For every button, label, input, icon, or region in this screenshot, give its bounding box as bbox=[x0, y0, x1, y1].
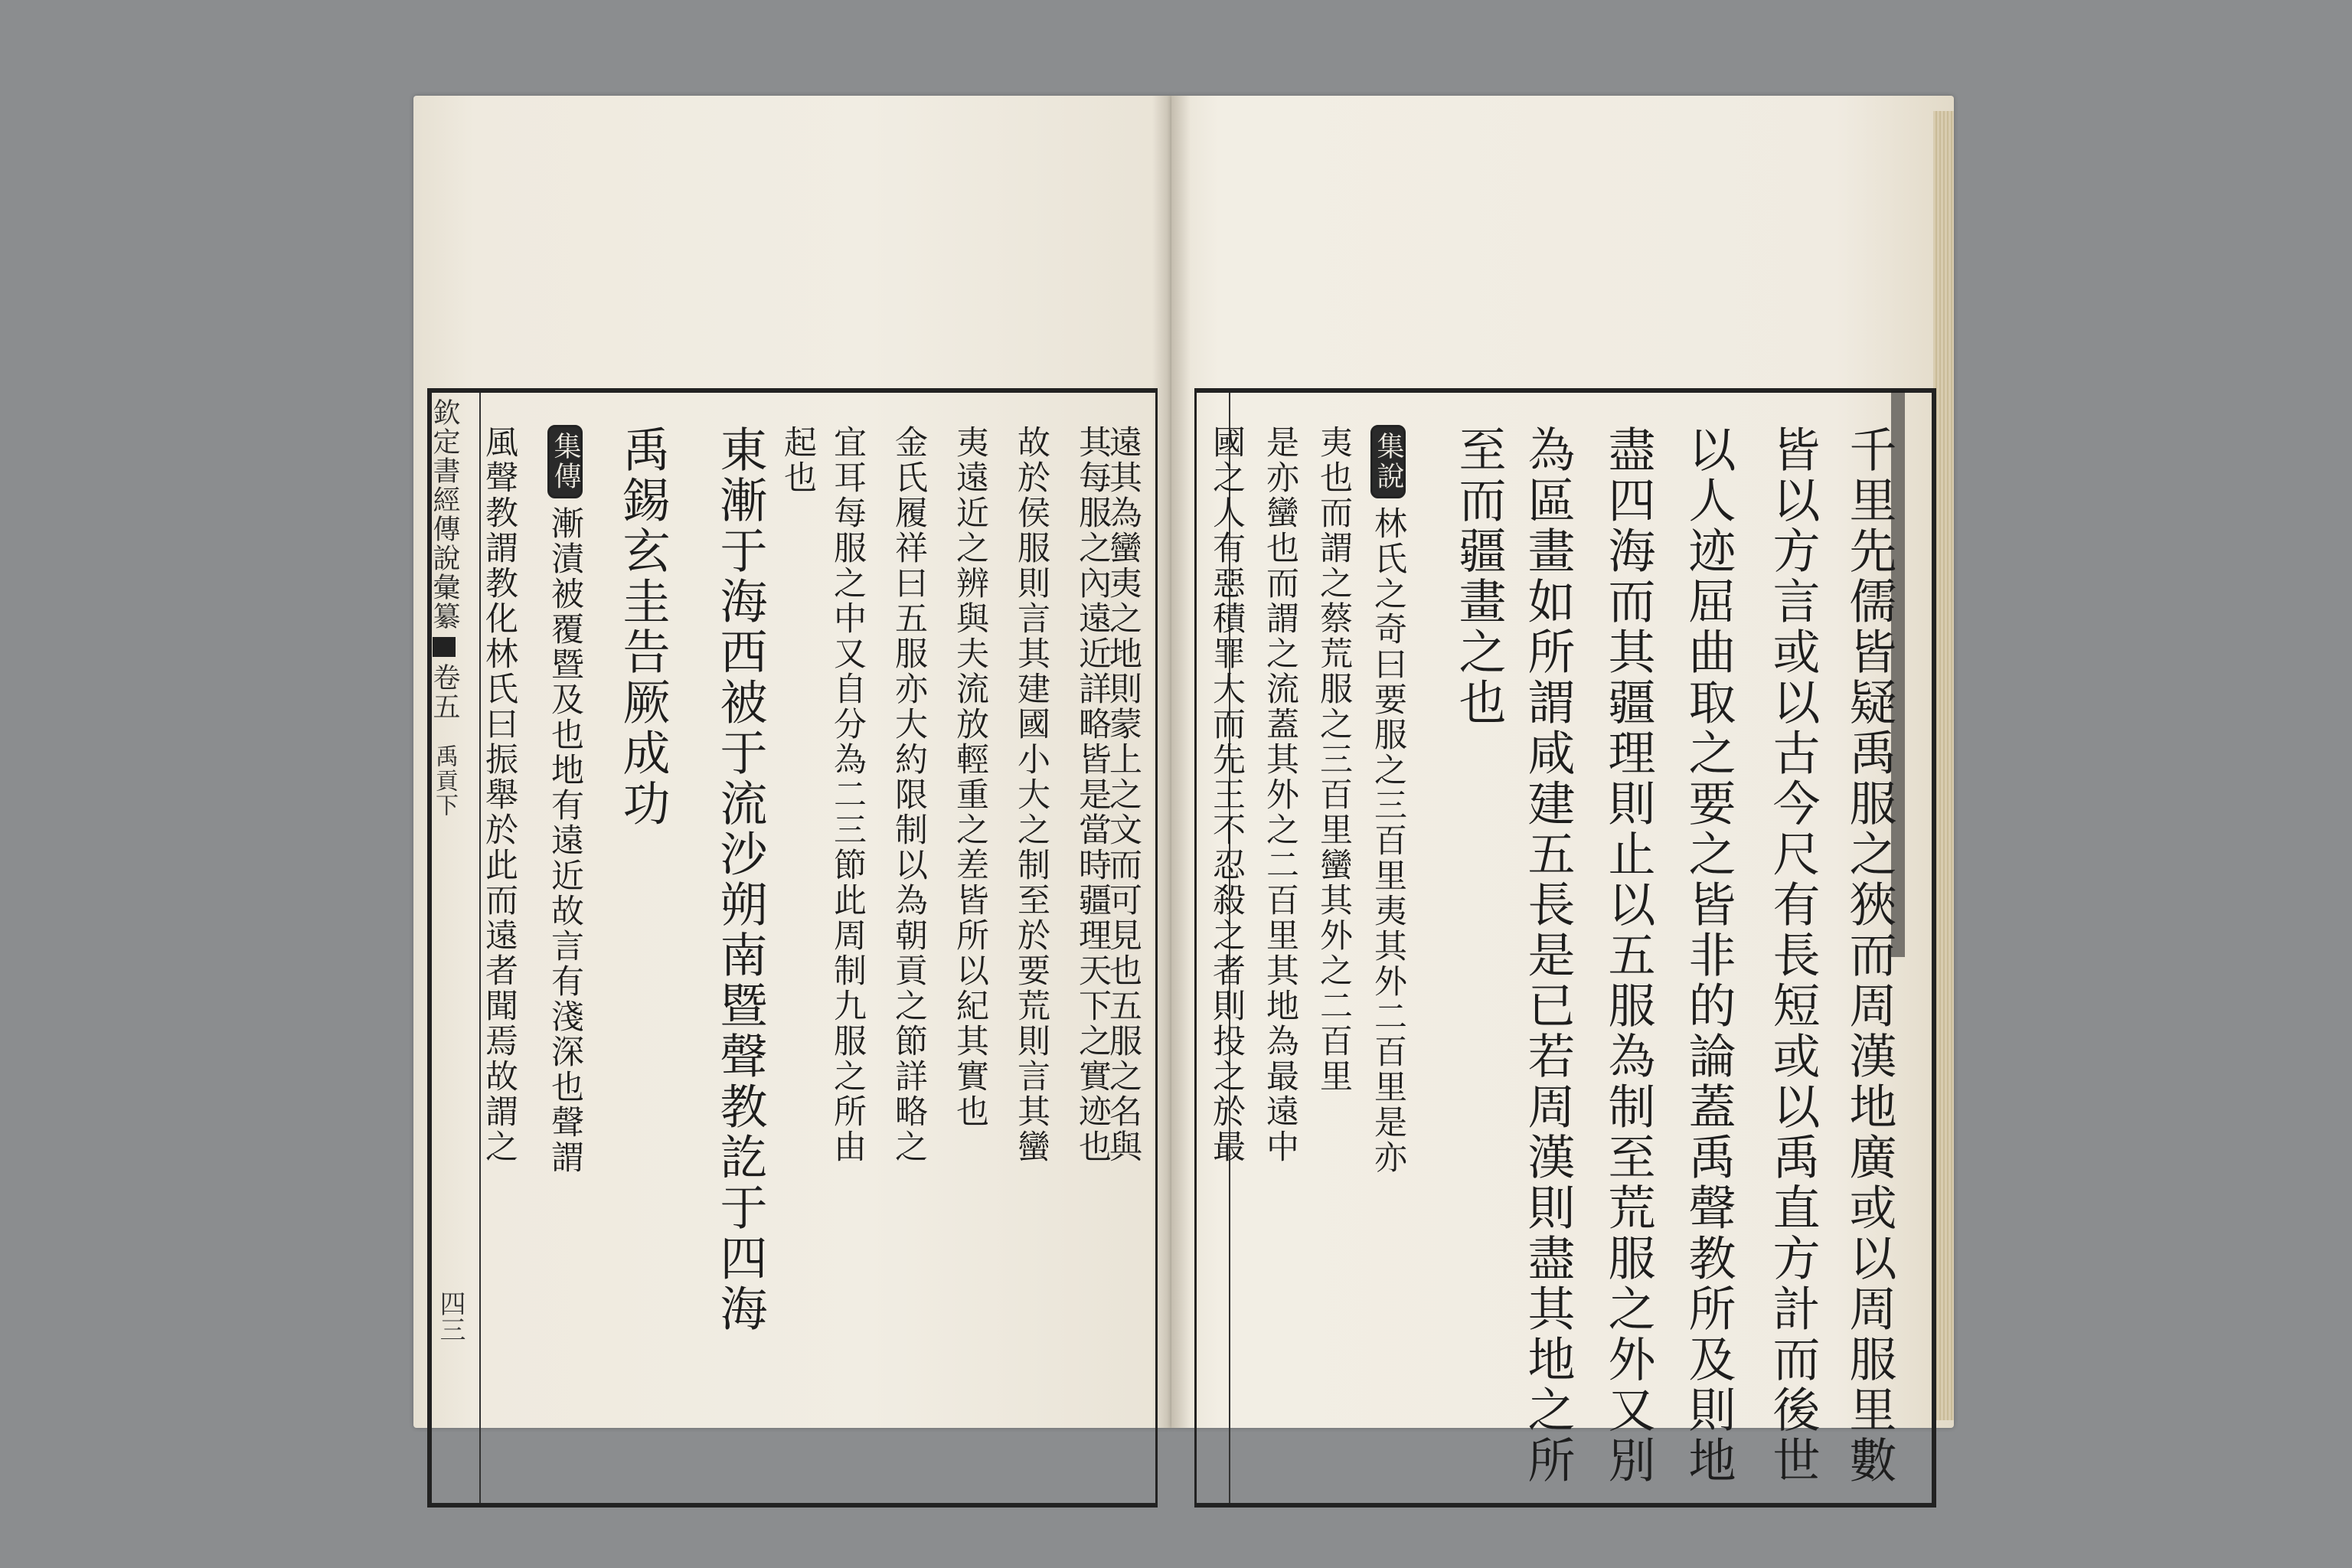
column-text: 林氏之奇曰要服之三百里夷其外二百里是亦 bbox=[1369, 506, 1407, 1175]
right_page-text-column bbox=[1841, 425, 1897, 1486]
column-text: 金氏履祥曰五服亦大約限制以為朝貢之節詳略之 bbox=[890, 425, 928, 1165]
column-text: 夷遠近之辨與夫流放輕重之差皆所以紀其實也 bbox=[951, 425, 989, 1129]
fishtail-mark bbox=[433, 637, 456, 657]
column-text: 千里先儒皆疑禹服之狹而周漢地廣或以周服里數 bbox=[1841, 425, 1897, 1486]
volume-label: 卷五 bbox=[429, 663, 460, 721]
column-text: 東漸于海西被于流沙朔南暨聲教訖于四海 bbox=[712, 425, 768, 1334]
column-text: 風聲教謂教化林氏曰振舉於此而遠者聞焉故謂之 bbox=[480, 425, 518, 1165]
right_page-text-column bbox=[1681, 425, 1736, 1486]
column-text: 禹錫玄圭告厥成功 bbox=[615, 425, 671, 829]
column-text: 宜耳每服之中又自分為二三節此周制九服之所由 bbox=[828, 425, 867, 1165]
left_page-text-column bbox=[547, 425, 583, 1175]
left_page-text-column bbox=[615, 425, 671, 829]
book-title: 欽定書經傳說彙纂 bbox=[429, 398, 460, 631]
right_page-text-column bbox=[1520, 425, 1576, 1486]
left_page-text-column bbox=[712, 425, 768, 1334]
column-text: 故於侯服則言其建國小大之制至於要荒則言其蠻 bbox=[1012, 425, 1050, 1165]
fore-edge bbox=[1933, 111, 1954, 1420]
column-text: 是亦蠻也而謂之流蓋其外之二百里其地為最遠中 bbox=[1261, 425, 1299, 1165]
column-text: 盡四海而其疆理則止以五服為制至荒服之外又別 bbox=[1600, 425, 1656, 1486]
book-gutter bbox=[1152, 96, 1191, 1428]
column-text: 至而疆畫之也 bbox=[1451, 425, 1507, 728]
left_page-text-column bbox=[1012, 425, 1050, 1165]
left_page-text-column bbox=[480, 425, 518, 1165]
left_page-text-column bbox=[951, 425, 989, 1129]
right_page-text-column bbox=[1600, 425, 1656, 1486]
left_page-text-column bbox=[1104, 425, 1142, 1165]
column-text: 其每服之內遠近詳略皆是當時疆理天下之實迹也 bbox=[1073, 425, 1112, 1165]
annotation-badge: 集傳 bbox=[547, 425, 583, 498]
column-text: 遠其為蠻夷之地則蒙上之文而可見也五服之名與 bbox=[1104, 425, 1142, 1165]
right_page-text-column bbox=[1451, 425, 1507, 728]
column-text: 漸漬被覆暨及也地有遠近故言有淺深也聲謂 bbox=[546, 506, 584, 1175]
column-text: 夷也而謂之蔡荒服之三百里蠻其外之二百里 bbox=[1315, 425, 1353, 1094]
right_page-text-column bbox=[1765, 425, 1821, 1486]
column-text: 以人迹屈曲取之要之皆非的論蓋禹聲教所及則地 bbox=[1681, 425, 1736, 1486]
column-text: 起也 bbox=[779, 425, 817, 495]
open-book bbox=[413, 96, 1954, 1486]
column-text: 皆以方言或以古今尺有長短或以禹直方計而後世 bbox=[1765, 425, 1821, 1486]
column-text: 國之人有惡積罪大而先王不忍殺之者則投之於最 bbox=[1207, 425, 1246, 1165]
chapter-label: 禹貢下 bbox=[431, 744, 458, 818]
right_page-text-column bbox=[1261, 425, 1299, 1165]
column-text: 為區畫如所謂咸建五長是已若周漢則盡其地之所 bbox=[1520, 425, 1576, 1486]
page-number: 四三 bbox=[435, 1290, 466, 1342]
left_page-text-column bbox=[890, 425, 928, 1165]
right_page-text-column bbox=[1370, 425, 1406, 1175]
right_page-text-column bbox=[1207, 425, 1246, 1165]
right_page-text-column bbox=[1315, 425, 1353, 1094]
left_page-text-column bbox=[828, 425, 867, 1165]
left_page-text-column bbox=[779, 425, 817, 495]
annotation-badge: 集說 bbox=[1370, 425, 1406, 498]
margin-book-title bbox=[430, 398, 458, 818]
